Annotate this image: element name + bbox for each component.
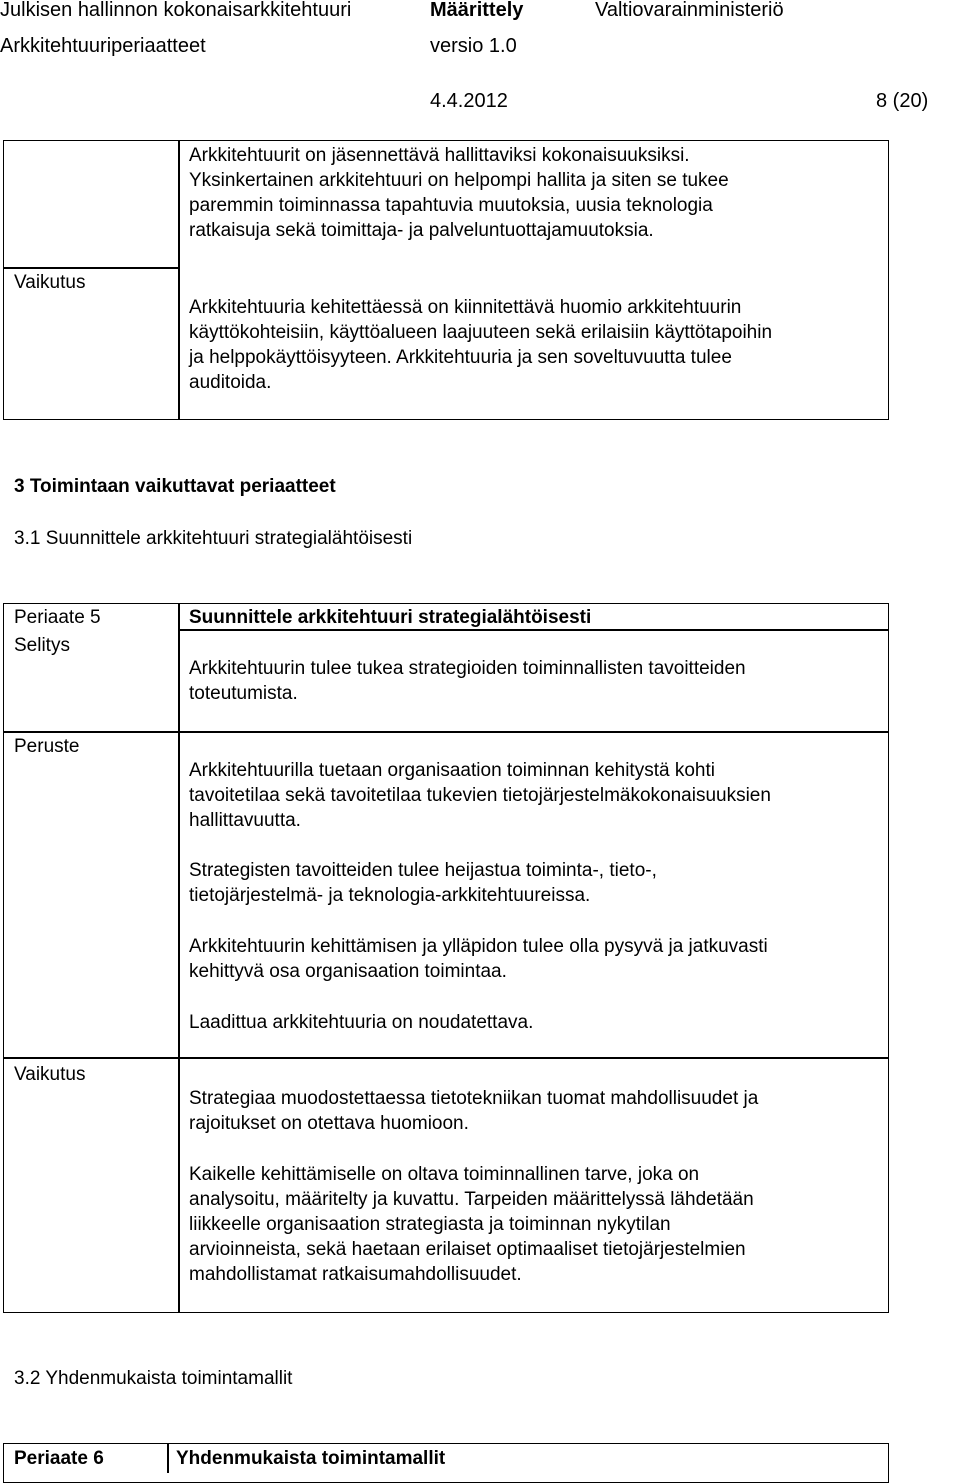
periaate-title: Yhdenmukaista toimintamallit xyxy=(176,1448,446,1469)
periaate-label: Periaate 6 xyxy=(14,1448,104,1469)
header-doc-name: Arkkitehtuuriperiaatteet xyxy=(0,35,206,57)
subsection-heading: 3.2 Yhdenmukaista toimintamallit xyxy=(14,1368,293,1389)
subsection-heading: 3.1 Suunnittele arkkitehtuuri strategialähtöisesti xyxy=(14,528,413,549)
header-ministry: Valtiovarainministeriö xyxy=(595,0,784,21)
vaikutus-text: Arkkitehtuuria kehitettäessä on kiinnitettävä huomio arkkitehtuurin käyttökohteisiin, käyttöalueen laajuuteen sekä erilaisiin käyttötapoihin ja helppokäyttöisyyteen. Arkkitehtuuria ja sen soveltuvuutta tulee auditoida. xyxy=(189,297,773,393)
periaate-title: Suunnittele arkkitehtuuri strategialähtöisesti xyxy=(189,607,592,628)
header-date: 4.4.2012 xyxy=(430,90,508,112)
peruste-paragraph: Laadittua arkkitehtuuria on noudatettava. xyxy=(189,1012,534,1033)
header-version: versio 1.0 xyxy=(430,35,517,57)
selitys-label: Selitys xyxy=(14,635,70,656)
peruste-label: Peruste xyxy=(14,736,80,757)
header-page-number: 8 (20) xyxy=(876,90,929,112)
table-row-divider xyxy=(3,267,179,269)
vaikutus-paragraph: Strategiaa muodostettaessa tietotekniikan tuomat mahdollisuudet ja rajoitukset on otettava huomioon. xyxy=(189,1088,759,1134)
header-org: Julkisen hallinnon kokonaisarkkitehtuuri xyxy=(0,0,352,21)
vaikutus-paragraph: Kaikelle kehittämiselle on oltava toiminnallinen tarve, joka on analysoitu, määritelty ja kuvattu. Tarpeiden määrittelyssä lähdetään liikkeelle organisaation strategiasta ja toiminnan nykytilan arvioinneista, sekä haetaan erilaiset optimaaliset tietojärjestelmien mahdollistamat ratkaisumahdollisuudet. xyxy=(189,1164,754,1285)
table-column-divider xyxy=(178,140,180,420)
table-border xyxy=(3,1443,889,1483)
table-column-divider xyxy=(167,1443,169,1473)
section-heading: 3 Toimintaan vaikuttavat periaatteet xyxy=(14,476,336,497)
table-column-divider xyxy=(178,603,180,1313)
periaate-label: Periaate 5 xyxy=(14,607,101,628)
peruste-paragraph: Arkkitehtuurin kehittämisen ja ylläpidon tulee olla pysyvä ja jatkuvasti kehittyvä osa organisaation toimintaa. xyxy=(189,936,768,982)
header-doc-type: Määrittely xyxy=(430,0,524,21)
vaikutus-label: Vaikutus xyxy=(14,272,86,293)
row-text: Arkkitehtuurit on jäsennettävä hallittaviksi kokonaisuuksiksi. Yksinkertainen arkkitehtuuri on helpompi hallita ja siten se tukee paremmin toiminnassa tapahtuvia muutoksia, uusia teknologia ratkaisuja sekä toimittaja- ja palveluntuottajamuutoksia. xyxy=(189,145,729,241)
peruste-paragraph: Arkkitehtuurilla tuetaan organisaation toiminnan kehitystä kohti tavoitetilaa sekä tavoitetilaa tukevien tietojärjestelmäkokonaisuuksien hallittavuutta. xyxy=(189,760,771,831)
table-row-divider xyxy=(3,1057,889,1059)
selitys-text: Arkkitehtuurin tulee tukea strategioiden toiminnallisten tavoitteiden toteutumista. xyxy=(189,658,746,704)
table-row-divider xyxy=(3,731,889,733)
peruste-paragraph: Strategisten tavoitteiden tulee heijastua toiminta-, tieto-, tietojärjestelmä- ja teknologia-arkkitehtuureissa. xyxy=(189,860,657,906)
vaikutus-label: Vaikutus xyxy=(14,1064,86,1085)
